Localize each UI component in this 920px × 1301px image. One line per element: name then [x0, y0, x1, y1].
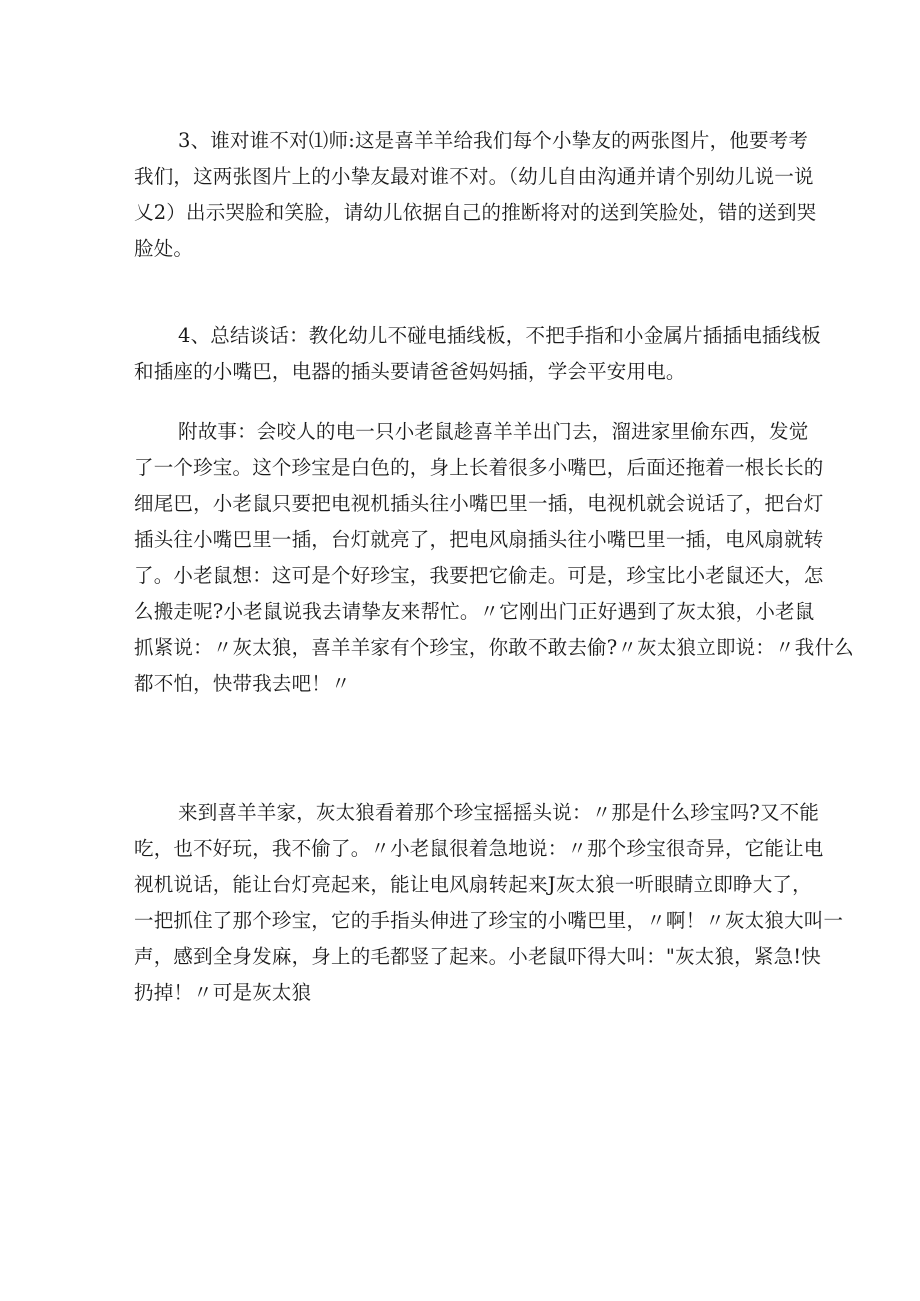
- text-line: 都不怕，快带我去吧！〃: [134, 672, 351, 695]
- text-line: 么搬走呢?小老鼠说我去请挚友来帮忙。〃它刚出门正好遇到了灰太狼，小老鼠: [134, 600, 815, 623]
- text-line: 插头往小嘴巴里一插，台灯就亮了，把电风扇插头往小嘴巴里一插，电风扇就转: [134, 528, 824, 551]
- text-line: 了。小老鼠想：这可是个好珍宝，我要把它偷走。可是，珍宝比小老鼠还大，怎: [134, 564, 824, 587]
- text-line: 来到喜羊羊家，灰太狼看着那个珍宝摇摇头说：〃那是什么珍宝吗?又不能: [178, 801, 820, 824]
- paragraph-story-part-1: [134, 414, 854, 702]
- text-line: 附故事：会咬人的电一只小老鼠趁喜羊羊出门去，溜进家里偷东西，发觉: [178, 420, 809, 443]
- text-line: 4、总结谈话：教化幼儿不碰电插线板，不把手指和小金属片插插电插线板: [178, 324, 822, 347]
- text-line: 脸处。: [134, 237, 194, 260]
- text-line: 扔掉！〃可是灰太狼: [134, 981, 312, 1004]
- text-line: 一把抓住了那个珍宝，它的手指头伸进了珍宝的小嘴巴里，〃啊！〃灰太狼大叫一: [134, 909, 844, 932]
- text-line: 我们，这两张图片上的小挚友最对谁不对。（幼儿自由沟通并请个别幼儿说一说: [134, 165, 814, 188]
- text-line: 细尾巴，小老鼠只要把电视机插头往小嘴巴里一插，电视机就会说话了，把台灯: [134, 492, 824, 515]
- text-line: 了一个珍宝。这个珍宝是白色的，身上长着很多小嘴巴，后面还拖着一根长长的: [134, 456, 824, 479]
- paragraph-section-4: [134, 318, 822, 390]
- text-line: 吃，也不好玩，我不偷了。〃小老鼠很着急地说：〃那个珍宝很奇异，它能让电: [134, 837, 824, 860]
- text-line: 3、谁对谁不对⑴师:这是喜羊羊给我们每个小挚友的两张图片，他要考考: [178, 129, 809, 152]
- text-line: 乂2）出示哭脸和笑脸，请幼儿依据自己的推断将对的送到笑脸处，错的送到哭: [134, 201, 817, 224]
- text-line: 和插座的小嘴巴，电器的插头要请爸爸妈妈插，学会平安用电。: [134, 360, 686, 383]
- text-line: 抓紧说：〃灰太狼，喜羊羊家有个珍宝，你敢不敢去偷?〃灰太狼立即说：〃我什么: [134, 636, 854, 659]
- paragraph-section-3: [134, 123, 817, 267]
- text-line: 声，感到全身发麻，身上的毛都竖了起来。小老鼠吓得大叫："灰太狼，紧急!快: [134, 945, 822, 968]
- paragraph-story-part-2: [134, 795, 844, 1011]
- text-line: 视机说话，能让台灯亮起来，能让电风扇转起来J灰太狼一听眼睛立即睁大了，: [134, 873, 812, 896]
